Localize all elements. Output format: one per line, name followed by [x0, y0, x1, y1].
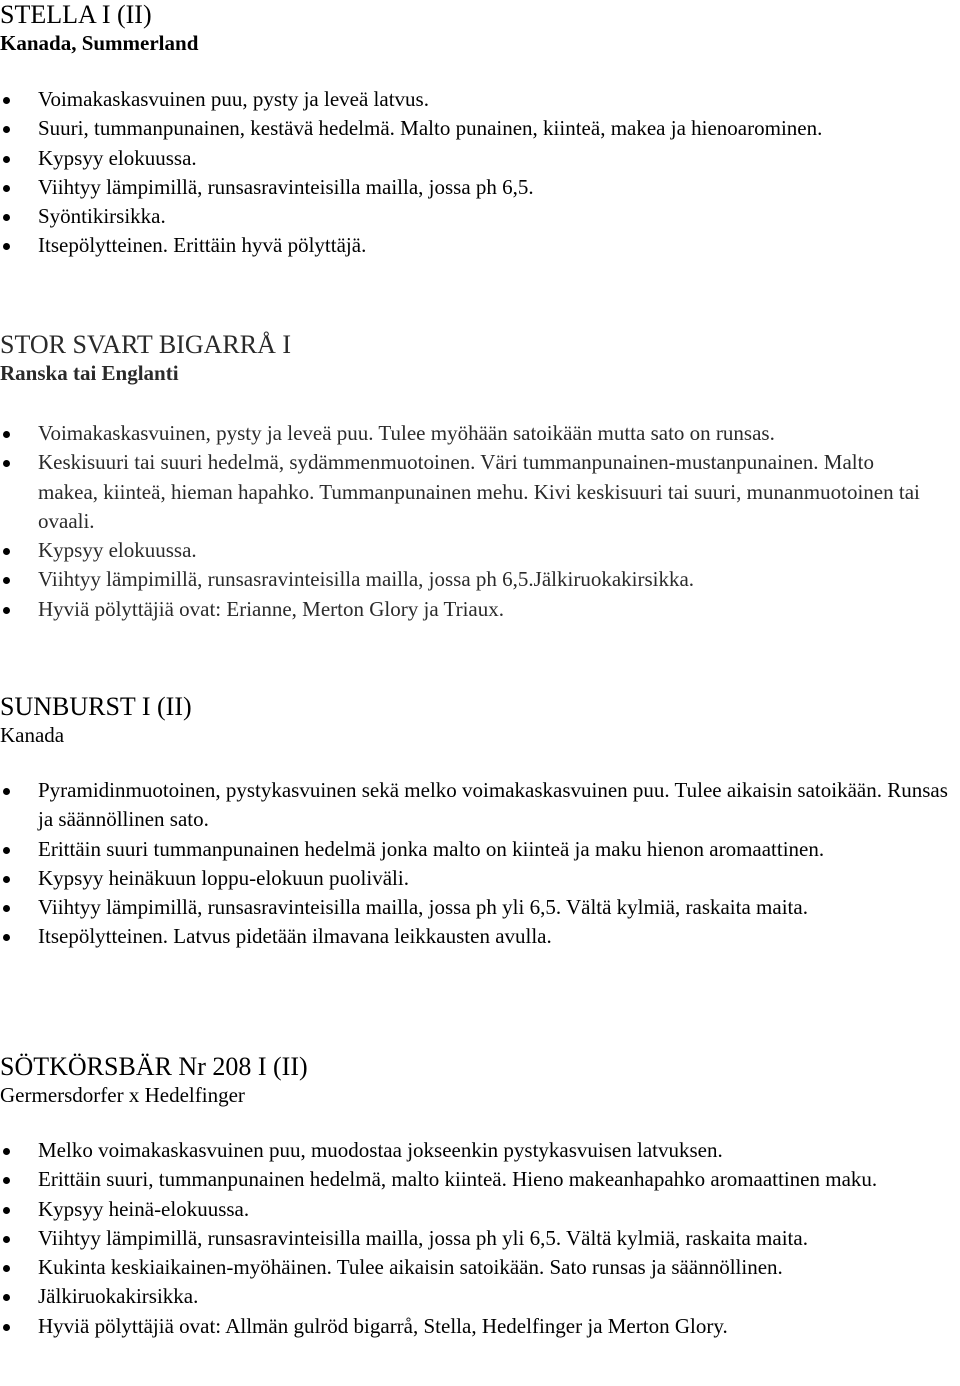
section-title: SUNBURST I (II): [0, 692, 192, 721]
list-item: Kypsyy elokuussa.: [0, 144, 830, 173]
list-item: Kypsyy heinäkuun loppu-elokuun puoliväli.: [0, 864, 958, 893]
list-item: Kypsyy heinä-elokuussa.: [0, 1195, 958, 1224]
list-item: Itsepölytteinen. Erittäin hyvä pölyttäjä.: [0, 231, 830, 260]
bullet-icon: [3, 97, 10, 104]
bullet-icon: [3, 214, 10, 221]
bullet-icon: [3, 1148, 10, 1155]
section-stor-svart-bigarra: [0, 330, 960, 624]
bullet-icon: [3, 876, 10, 883]
section-sotkorsbar-208: [0, 1052, 960, 1341]
list-item: Erittäin suuri, tummanpunainen hedelmä, malto kiinteä. Hieno makeanhapahko aromaattinen maku.: [0, 1165, 958, 1194]
bullet-icon: [3, 126, 10, 133]
section-subtitle: Kanada, Summerland: [0, 31, 199, 55]
list-item: Itsepölytteinen. Latvus pidetään ilmavana leikkausten avulla.: [0, 922, 958, 951]
list-item: Kypsyy elokuussa.: [0, 536, 930, 565]
section-subtitle: Germersdorfer x Hedelfinger: [0, 1083, 245, 1107]
list-item: Kukinta keskiaikainen-myöhäinen. Tulee aikaisin satoikään. Sato runsas ja säännöllinen.: [0, 1253, 958, 1282]
list-item: Viihtyy lämpimillä, runsasravinteisilla mailla, jossa ph 6,5.: [0, 173, 830, 202]
bullet-icon: [3, 1324, 10, 1331]
bullet-icon: [3, 1294, 10, 1301]
bullet-icon: [3, 607, 10, 614]
bullet-icon: [3, 548, 10, 555]
section-title: SÖTKÖRSBÄR Nr 208 I (II): [0, 1052, 308, 1081]
list-item: Hyviä pölyttäjiä ovat: Allmän gulröd bigarrå, Stella, Hedelfinger ja Merton Glory.: [0, 1312, 958, 1341]
bullet-icon: [3, 1236, 10, 1243]
bullet-icon: [3, 243, 10, 250]
section-subtitle: Ranska tai Englanti: [0, 361, 179, 385]
bullet-icon: [3, 934, 10, 941]
bullet-icon: [3, 156, 10, 163]
section-list: [0, 85, 830, 261]
list-item: Erittäin suuri tummanpunainen hedelmä jonka malto on kiinteä ja maku hienon aromaattinen.: [0, 835, 958, 864]
list-item: Suuri, tummanpunainen, kestävä hedelmä. Malto punainen, kiinteä, makea ja hienoarominen.: [0, 114, 830, 143]
section-list: [0, 1136, 958, 1341]
list-item: Viihtyy lämpimillä, runsasravinteisilla mailla, jossa ph 6,5.Jälkiruokakirsikka.: [0, 565, 930, 594]
bullet-icon: [3, 847, 10, 854]
list-item: Viihtyy lämpimillä, runsasravinteisilla mailla, jossa ph yli 6,5. Vältä kylmiä, raskaita maita.: [0, 1224, 958, 1253]
list-item: Viihtyy lämpimillä, runsasravinteisilla mailla, jossa ph yli 6,5. Vältä kylmiä, raskaita maita.: [0, 893, 958, 922]
section-stella: [0, 0, 960, 261]
bullet-icon: [3, 1207, 10, 1214]
bullet-icon: [3, 577, 10, 584]
list-item: Hyviä pölyttäjiä ovat: Erianne, Merton Glory ja Triaux.: [0, 595, 930, 624]
bullet-icon: [3, 431, 10, 438]
list-item: Syöntikirsikka.: [0, 202, 830, 231]
section-list: [0, 419, 930, 624]
list-item: Melko voimakaskasvuinen puu, muodostaa jokseenkin pystykasvuisen latvuksen.: [0, 1136, 958, 1165]
section-sunburst: [0, 692, 960, 952]
bullet-icon: [3, 788, 10, 795]
bullet-icon: [3, 460, 10, 467]
list-item: Jälkiruokakirsikka.: [0, 1282, 958, 1311]
section-title: STOR SVART BIGARRÅ I: [0, 330, 292, 359]
section-list: [0, 776, 958, 952]
list-item: Pyramidinmuotoinen, pystykasvuinen sekä melko voimakaskasvuinen puu. Tulee aikaisin satoikään. Runsas ja säännöllinen sato.: [0, 776, 958, 835]
section-subtitle: Kanada: [0, 723, 65, 747]
bullet-icon: [3, 905, 10, 912]
bullet-icon: [3, 185, 10, 192]
bullet-icon: [3, 1265, 10, 1272]
bullet-icon: [3, 1177, 10, 1184]
list-item: Voimakaskasvuinen puu, pysty ja leveä latvus.: [0, 85, 830, 114]
list-item: Voimakaskasvuinen, pysty ja leveä puu. Tulee myöhään satoikään mutta sato on runsas.: [0, 419, 930, 448]
section-title: STELLA I (II): [0, 0, 152, 29]
list-item: Keskisuuri tai suuri hedelmä, sydämmenmuotoinen. Väri tummanpunainen-mustanpunainen. Malto makea, kiinteä, hieman hapahko. Tummanpunainen mehu. Kivi keskisuuri tai suuri, munanmuotoinen tai ovaali.: [0, 448, 930, 536]
